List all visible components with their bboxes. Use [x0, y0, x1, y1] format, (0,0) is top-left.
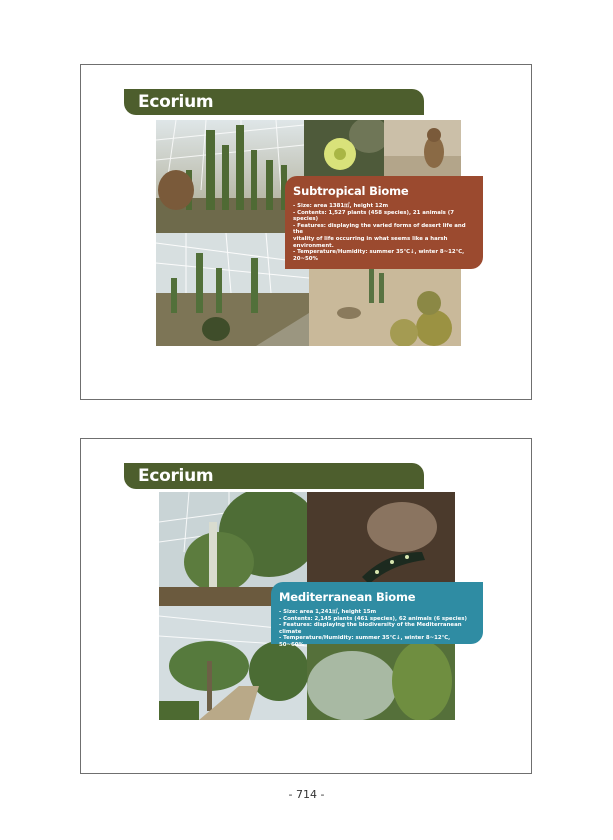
info-line: - Size: area 1,241㎡, height 15m: [279, 609, 377, 615]
photo-greenhouse-cacti: [156, 120, 304, 233]
biome-info-box: [285, 176, 483, 269]
slide-subtropical: [80, 64, 532, 400]
info-line: - Contents: 2,145 plants (461 species), 62 animals (6 species): [279, 615, 467, 622]
info-line: environment.: [293, 242, 334, 249]
info-line: - Contents: 1,527 plants (458 species), 21 animals (7 species): [293, 209, 454, 223]
info-line: - Features: displaying the biodiversity of the Mediterranean climate: [279, 622, 462, 635]
photo-meerkat: [384, 120, 461, 176]
info-line: - Features: displaying the varied forms of desert life and the: [293, 222, 466, 236]
photo-cactus-flower: [304, 120, 384, 176]
info-line: vitality of life occurring in what seems like a harsh: [293, 235, 448, 242]
slide-title: Ecorium: [124, 463, 424, 489]
biome-info-box: [271, 582, 483, 648]
page-number: - 714 -: [288, 788, 325, 801]
info-line: - Size: area 1381㎡, height 12m: [293, 203, 389, 209]
slide-title: Ecorium: [124, 89, 424, 115]
slide-mediterranean: [80, 438, 532, 774]
info-line: - Temperature/Humidity: summer 35℃↓, winter 8~12℃, 50~60%: [279, 635, 451, 648]
info-line: 20~50%: [293, 255, 318, 262]
info-line: - Temperature/Humidity: summer 35℃↓, winter 8~12℃,: [293, 249, 465, 256]
biome-heading: Mediterranean Biome: [279, 590, 416, 604]
biome-heading: Subtropical Biome: [293, 184, 409, 198]
